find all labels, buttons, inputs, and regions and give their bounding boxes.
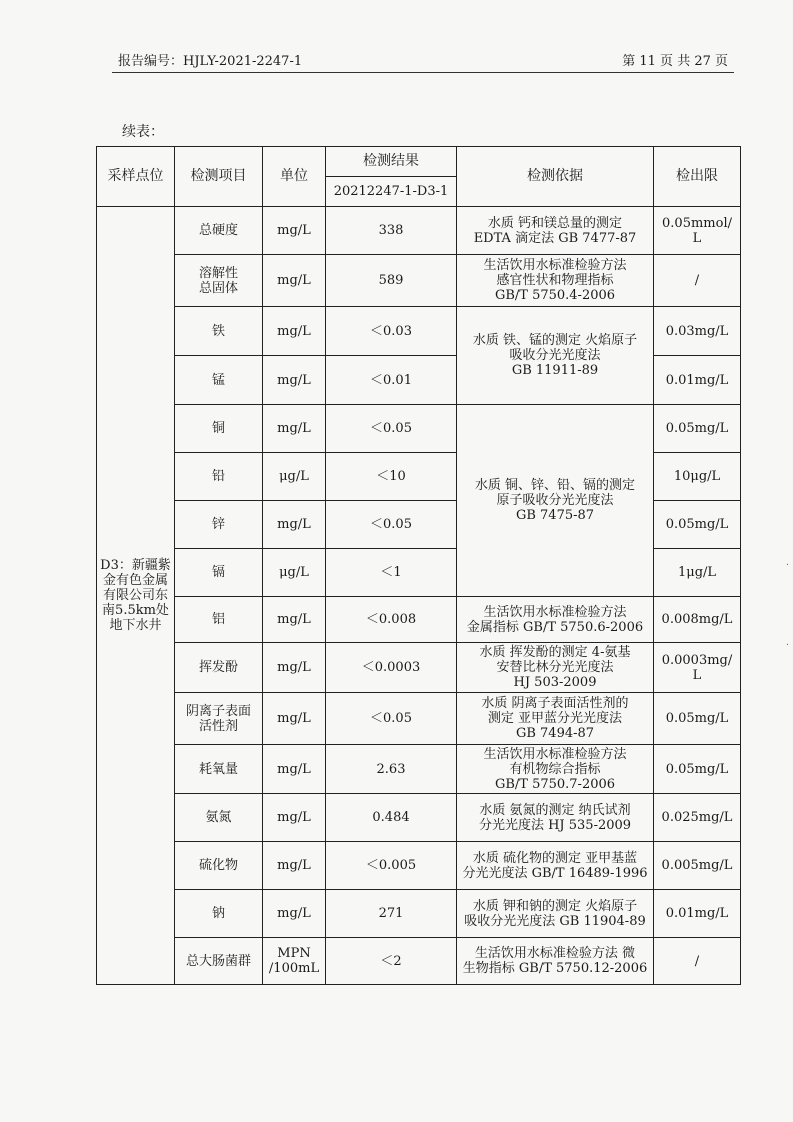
unit-cell: mg/L bbox=[263, 745, 326, 794]
limit-cell: 10μg/L bbox=[654, 453, 741, 501]
limit-cell: 1μg/L bbox=[654, 549, 741, 597]
unit-cell: mg/L bbox=[263, 693, 326, 745]
table-row bbox=[97, 255, 741, 307]
result-cell: 271 bbox=[326, 890, 457, 938]
basis-cell: 水质 钙和镁总量的测定 EDTA 滴定法 GB 7477-87 bbox=[457, 207, 654, 255]
unit-cell: mg/L bbox=[263, 307, 326, 356]
result-cell: 0.484 bbox=[326, 794, 457, 842]
item-cell: 氨氮 bbox=[175, 794, 263, 842]
unit-cell: mg/L bbox=[263, 255, 326, 307]
table-row bbox=[97, 745, 741, 794]
result-cell: ＜1 bbox=[326, 549, 457, 597]
unit-cell: mg/L bbox=[263, 405, 326, 453]
table-row bbox=[97, 405, 741, 453]
item-cell: 钠 bbox=[175, 890, 263, 938]
unit-cell: mg/L bbox=[263, 794, 326, 842]
unit-cell: mg/L bbox=[263, 643, 326, 693]
basis-cell: 生活饮用水标准检验方法 有机物综合指标 GB/T 5750.7-2006 bbox=[457, 745, 654, 794]
unit-cell: mg/L bbox=[263, 842, 326, 890]
result-cell: ＜0.05 bbox=[326, 693, 457, 745]
limit-cell: / bbox=[654, 938, 741, 985]
unit-cell: μg/L bbox=[263, 549, 326, 597]
header-unit: 单位 bbox=[263, 147, 326, 207]
item-cell: 总硬度 bbox=[175, 207, 263, 255]
unit-cell: mg/L bbox=[263, 597, 326, 643]
table-row bbox=[97, 693, 741, 745]
result-cell: 2.63 bbox=[326, 745, 457, 794]
header-rule bbox=[112, 72, 734, 73]
result-cell: ＜0.005 bbox=[326, 842, 457, 890]
header-basis: 检测依据 bbox=[457, 147, 654, 207]
limit-cell: 0.05mg/L bbox=[654, 501, 741, 549]
unit-cell: mg/L bbox=[263, 207, 326, 255]
item-cell: 硫化物 bbox=[175, 842, 263, 890]
result-cell: ＜2 bbox=[326, 938, 457, 985]
table-row bbox=[97, 597, 741, 643]
limit-cell: / bbox=[654, 255, 741, 307]
unit-cell: mg/L bbox=[263, 356, 326, 405]
result-cell: ＜0.05 bbox=[326, 501, 457, 549]
table-row bbox=[97, 643, 741, 693]
header-sampling-point: 采样点位 bbox=[97, 147, 175, 207]
header-result: 检测结果 bbox=[326, 147, 457, 177]
page-number: 第 11 页 共 27 页 bbox=[622, 54, 728, 69]
unit-cell: mg/L bbox=[263, 501, 326, 549]
limit-cell: 0.005mg/L bbox=[654, 842, 741, 890]
table-row bbox=[97, 794, 741, 842]
unit-cell: MPN /100mL bbox=[263, 938, 326, 985]
basis-cell: 水质 阴离子表面活性剂的 测定 亚甲蓝分光光度法 GB 7494-87 bbox=[457, 693, 654, 745]
basis-cell: 水质 挥发酚的测定 4-氨基 安替比林分光光度法 HJ 503-2009 bbox=[457, 643, 654, 693]
item-cell: 铅 bbox=[175, 453, 263, 501]
basis-cell: 水质 钾和钠的测定 火焰原子 吸收分光光度法 GB 11904-89 bbox=[457, 890, 654, 938]
result-cell: ＜10 bbox=[326, 453, 457, 501]
item-cell: 溶解性 总固体 bbox=[175, 255, 263, 307]
unit-cell: μg/L bbox=[263, 453, 326, 501]
table-row bbox=[97, 890, 741, 938]
limit-cell: 0.01mg/L bbox=[654, 890, 741, 938]
item-cell: 挥发酚 bbox=[175, 643, 263, 693]
scan-margin-mark: · bbox=[785, 640, 789, 651]
basis-cell: 水质 氨氮的测定 纳氏试剂 分光光度法 HJ 535-2009 bbox=[457, 794, 654, 842]
result-cell: ＜0.008 bbox=[326, 597, 457, 643]
item-cell: 铁 bbox=[175, 307, 263, 356]
scan-margin-mark: · bbox=[785, 560, 789, 571]
header-sample-id: 20212247-1-D3-1 bbox=[326, 177, 457, 207]
basis-cell: 生活饮用水标准检验方法 感官性状和物理指标 GB/T 5750.4-2006 bbox=[457, 255, 654, 307]
table-row bbox=[97, 938, 741, 985]
limit-cell: 0.05mg/L bbox=[654, 745, 741, 794]
header-limit: 检出限 bbox=[654, 147, 741, 207]
table-row bbox=[97, 207, 741, 255]
result-cell: 338 bbox=[326, 207, 457, 255]
table-row bbox=[97, 842, 741, 890]
limit-cell: 0.0003mg/ L bbox=[654, 643, 741, 693]
item-cell: 锰 bbox=[175, 356, 263, 405]
result-cell: ＜0.03 bbox=[326, 307, 457, 356]
limit-cell: 0.03mg/L bbox=[654, 307, 741, 356]
item-cell: 锌 bbox=[175, 501, 263, 549]
table-row bbox=[97, 307, 741, 356]
limit-cell: 0.05mg/L bbox=[654, 405, 741, 453]
item-cell: 耗氧量 bbox=[175, 745, 263, 794]
result-cell: ＜0.01 bbox=[326, 356, 457, 405]
basis-cell: 水质 硫化物的测定 亚甲基蓝 分光光度法 GB/T 16489-1996 bbox=[457, 842, 654, 890]
basis-cell: 水质 铁、锰的测定 火焰原子 吸收分光光度法 GB 11911-89 bbox=[457, 307, 654, 405]
result-cell: 589 bbox=[326, 255, 457, 307]
header-test-item: 检测项目 bbox=[175, 147, 263, 207]
unit-cell: mg/L bbox=[263, 890, 326, 938]
result-cell: ＜0.05 bbox=[326, 405, 457, 453]
basis-cell: 水质 铜、锌、铅、镉的测定 原子吸收分光光度法 GB 7475-87 bbox=[457, 405, 654, 597]
limit-cell: 0.025mg/L bbox=[654, 794, 741, 842]
basis-cell: 生活饮用水标准检验方法 金属指标 GB/T 5750.6-2006 bbox=[457, 597, 654, 643]
item-cell: 阴离子表面 活性剂 bbox=[175, 693, 263, 745]
basis-cell: 生活饮用水标准检验方法 微 生物指标 GB/T 5750.12-2006 bbox=[457, 938, 654, 985]
limit-cell: 0.01mg/L bbox=[654, 356, 741, 405]
sampling-point-cell: D3：新疆紫金有色金属有限公司东南5.5km处地下水井 bbox=[97, 207, 175, 985]
limit-cell: 0.008mg/L bbox=[654, 597, 741, 643]
page-header bbox=[118, 50, 728, 72]
limit-cell: 0.05mmol/ L bbox=[654, 207, 741, 255]
item-cell: 镉 bbox=[175, 549, 263, 597]
result-cell: ＜0.0003 bbox=[326, 643, 457, 693]
table-caption: 续表： bbox=[122, 124, 164, 140]
item-cell: 铜 bbox=[175, 405, 263, 453]
limit-cell: 0.05mg/L bbox=[654, 693, 741, 745]
test-results-table bbox=[96, 146, 741, 985]
report-number: 报告编号：HJLY-2021-2247-1 bbox=[118, 54, 303, 69]
item-cell: 铝 bbox=[175, 597, 263, 643]
item-cell: 总大肠菌群 bbox=[175, 938, 263, 985]
